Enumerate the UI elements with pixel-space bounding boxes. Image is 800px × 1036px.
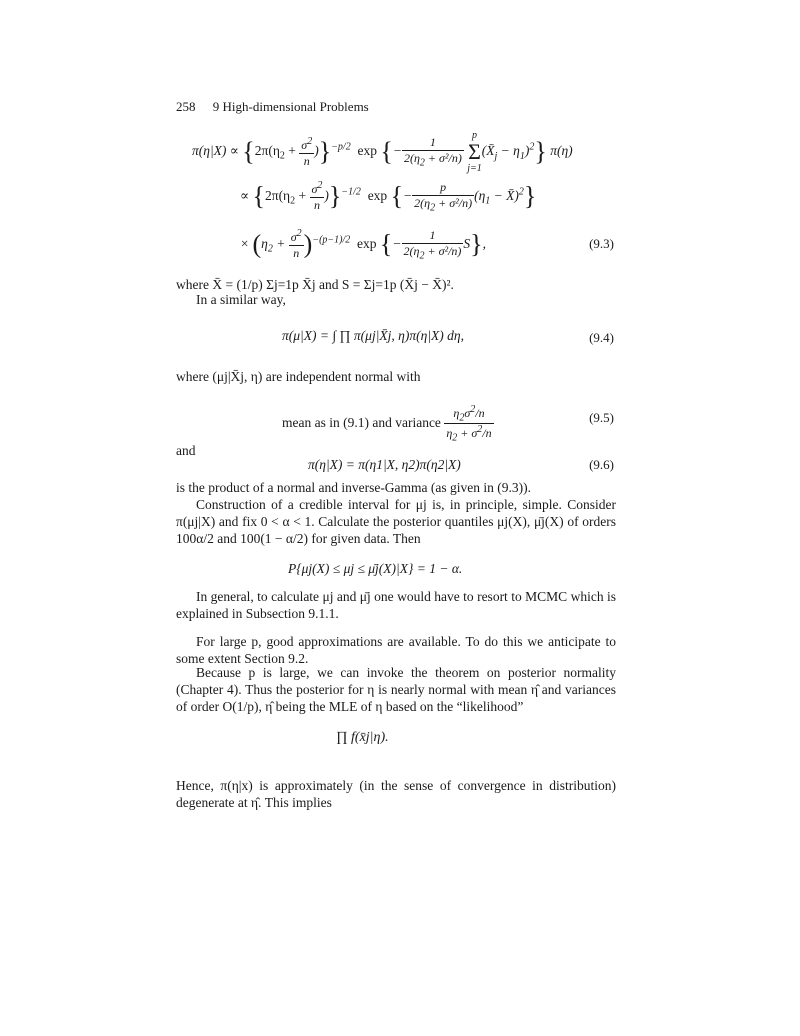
paragraph-similar: In a similar way, [196,292,286,307]
paragraph-construction: Construction of a credible interval for μj is, in principle, simple. Consider π(μj|X) and fix 0 < α < 1. Calculate the posterior quantiles μj(X), μ̄j(X) of orders 100α/2 and 100(1 − α/2) for given data. Then [176,497,616,546]
eq-9-3-line-3: × ($\eta_2$ + $\frac{\sigma^2}{n}$ )$^{-(p-1)/2}$ exp {− $\frac{1}{2(\eta_2 + \sigma^2/n)}$ S}, [240,228,487,262]
eq-9-3-number: (9.3) [589,236,614,251]
paragraph-large-p: For large p, good approximations are available. To do this we anticipate to some extent Section 9.2. [176,634,616,666]
paragraph-general: In general, to calculate μj and μ̄j one would have to resort to MCMC which is explained in Subsection 9.1.1. [176,589,616,621]
eq-9-5-number: (9.5) [589,410,614,425]
paragraph-and: and [176,443,196,458]
eq-9-3-line-1: $\pi(\eta|X) \propto \{2\pi(\eta_2$ + $\frac{\sigma^2}{n}$ )}$^{-p/2}$ exp {− $\frac{1}{2(\eta_2 + \sigma^2/n)}$ p Σ $j=1(X̄_j - \eta_1)^2$} π(η) [192,130,573,174]
page-number: 258 [176,99,196,114]
eq-9-4-number: (9.4) [589,330,614,345]
eq-9-3-lhs: π(η|X) ∝ [192,143,239,159]
paragraph-where-mu: where (μj|X̄j, η) are independent normal with [176,369,421,384]
eq-9-3-times: × [240,235,250,251]
eq-9-4: π(μ|X) = ∫ ∏ π(μj|X̄j, η)π(η|X) dη, [282,328,464,343]
eq-likelihood-product: ∏ f(x̄j|η). [336,730,389,745]
eq-9-3-proportional: ∝ [240,187,250,203]
paragraph-where-xbar: where X̄ = (1/p) Σj=1p X̄j and S = Σj=1p (X̄j − X̄)². [176,277,454,292]
paragraph-hence: Hence, π(η|x) is approximately (in the sense of convergence in distribution) degenerate at η̂. This implies [176,778,616,810]
running-header [176,99,369,115]
eq-9-6-number: (9.6) [589,457,614,472]
paragraph-product: is the product of a normal and inverse-Gamma (as given in (9.3)). [176,480,532,495]
eq-9-5: mean as in (9.1) and variance $\frac{\eta_2\sigma^2/n}{\eta_2 + \sigma^2/n}$ [282,404,492,444]
eq-credible-interval: P{μj(X) ≤ μj ≤ μ̄j(X)|X} = 1 − α. [288,561,463,576]
eq-9-6: π(η|X) = π(η1|X, η2)π(η2|X) [308,457,461,472]
eq-9-5-text: mean as in (9.1) and variance [282,414,441,430]
chapter-title: 9 High-dimensional Problems [212,99,369,114]
eq-9-3-line-2: ∝ {$2\pi(\eta_2$ + $\frac{\sigma^2}{n}$ )}$^{-1/2}$ exp {− $\frac{p}{2(\eta_2 + \sigma^2/n)}$ ($\eta_1$ − X̄)$^2$} [240,180,537,214]
paragraph-because: Because p is large, we can invoke the theorem on posterior normality (Chapter 4). Thus the posterior for η is nearly normal with mean η̂ and variances of order O(1/p), η̂ being the MLE of η based on the “likelihood” [176,665,616,714]
